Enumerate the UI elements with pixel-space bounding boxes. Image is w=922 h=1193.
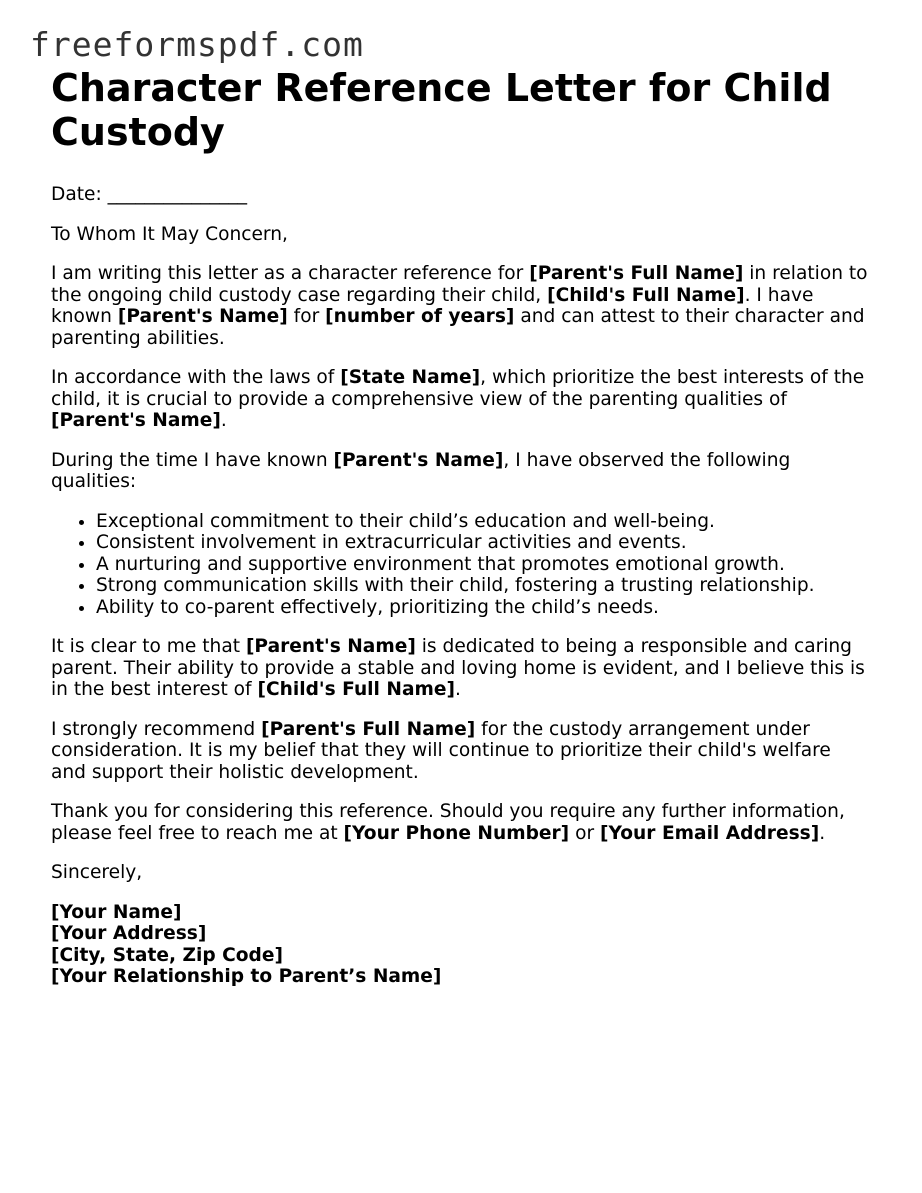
text: I am writing this letter as a character reference for [51,263,530,284]
signature-address: [Your Address] [51,923,207,944]
text: , which prioritize the best interests of the child, it is crucial to provide a comprehensive view of the parenting qualities of [51,367,865,410]
paragraph-intro [51,263,871,349]
signature-block [51,902,871,988]
list-item: • A nurturing and supportive environment that promotes emotional growth. [96,554,871,576]
signature-name: [Your Name] [51,901,182,923]
text: During the time I have known [51,449,334,471]
date-line: Date: _______________ [51,184,248,205]
closing: Sincerely, [51,862,143,883]
list-item: • Consistent involvement in extracurricular activities and events. [96,532,871,554]
paragraph-recommendation [51,719,871,784]
placeholder-parent-name: [Parent's Name] [245,636,416,657]
placeholder-parent-name: [Parent's Name] [117,306,288,327]
text: for the custody arrangement under consideration. It is my belief that they will continue to prioritize their child's welfare and support their holistic development. [51,718,831,783]
text: . I have known [51,284,814,327]
text: or [569,822,601,844]
text: and can attest to their character and parenting abilities. [51,306,865,349]
placeholder-child-full-name: [Child's Full Name] [547,284,745,306]
list-item: • Exceptional commitment to their child’s education and well-being. [96,511,871,533]
paragraph-dedication [51,636,871,701]
text: . [220,410,227,431]
placeholder-parent-name: [Parent's Name] [333,449,504,471]
placeholder-parent-full-name: [Parent's Full Name] [529,263,744,284]
text: In accordance with the laws of [51,367,341,388]
list-item: • Ability to co-parent effectively, prioritizing the child’s needs. [96,597,871,619]
signature-city: [City, State, Zip Code] [51,944,283,966]
placeholder-parent-name: [Parent's Name] [51,410,221,431]
text: in relation to the ongoing child custody case regarding their child, [51,263,868,306]
text: , I have observed the following qualities: [51,449,791,492]
paragraph-contact [51,801,871,844]
text: is dedicated to being a responsible and caring parent. Their ability to provide a stable and loving home is evident, and I believe this is in the best interest of [51,636,865,700]
text: for [287,306,326,327]
page-title: Character Reference Letter for Child Custody [51,66,832,154]
site-watermark: freeformspdf.com [30,25,364,64]
list-item: • Strong communication skills with their child, fostering a trusting relationship. [96,575,871,597]
salutation: To Whom It May Concern, [51,223,288,245]
placeholder-email-address: [Your Email Address] [600,822,820,844]
placeholder-parent-full-name: [Parent's Full Name] [261,718,476,740]
text: It is clear to me that [51,636,246,657]
text: . [819,822,826,844]
text: . [455,679,461,700]
placeholder-number-of-years: [number of years] [325,306,515,327]
qualities-list [51,511,871,619]
text: Thank you for considering this reference. Should you require any further information, please feel free to reach me at [51,801,845,844]
paragraph-state-law [51,367,871,432]
paragraph-observed [51,450,871,493]
placeholder-state-name: [State Name] [340,367,481,388]
placeholder-phone-number: [Your Phone Number] [343,822,570,844]
placeholder-child-full-name: [Child's Full Name] [257,679,455,700]
signature-relationship: [Your Relationship to Parent’s Name] [51,966,442,987]
text: I strongly recommend [51,718,262,740]
letter-document [51,66,871,988]
